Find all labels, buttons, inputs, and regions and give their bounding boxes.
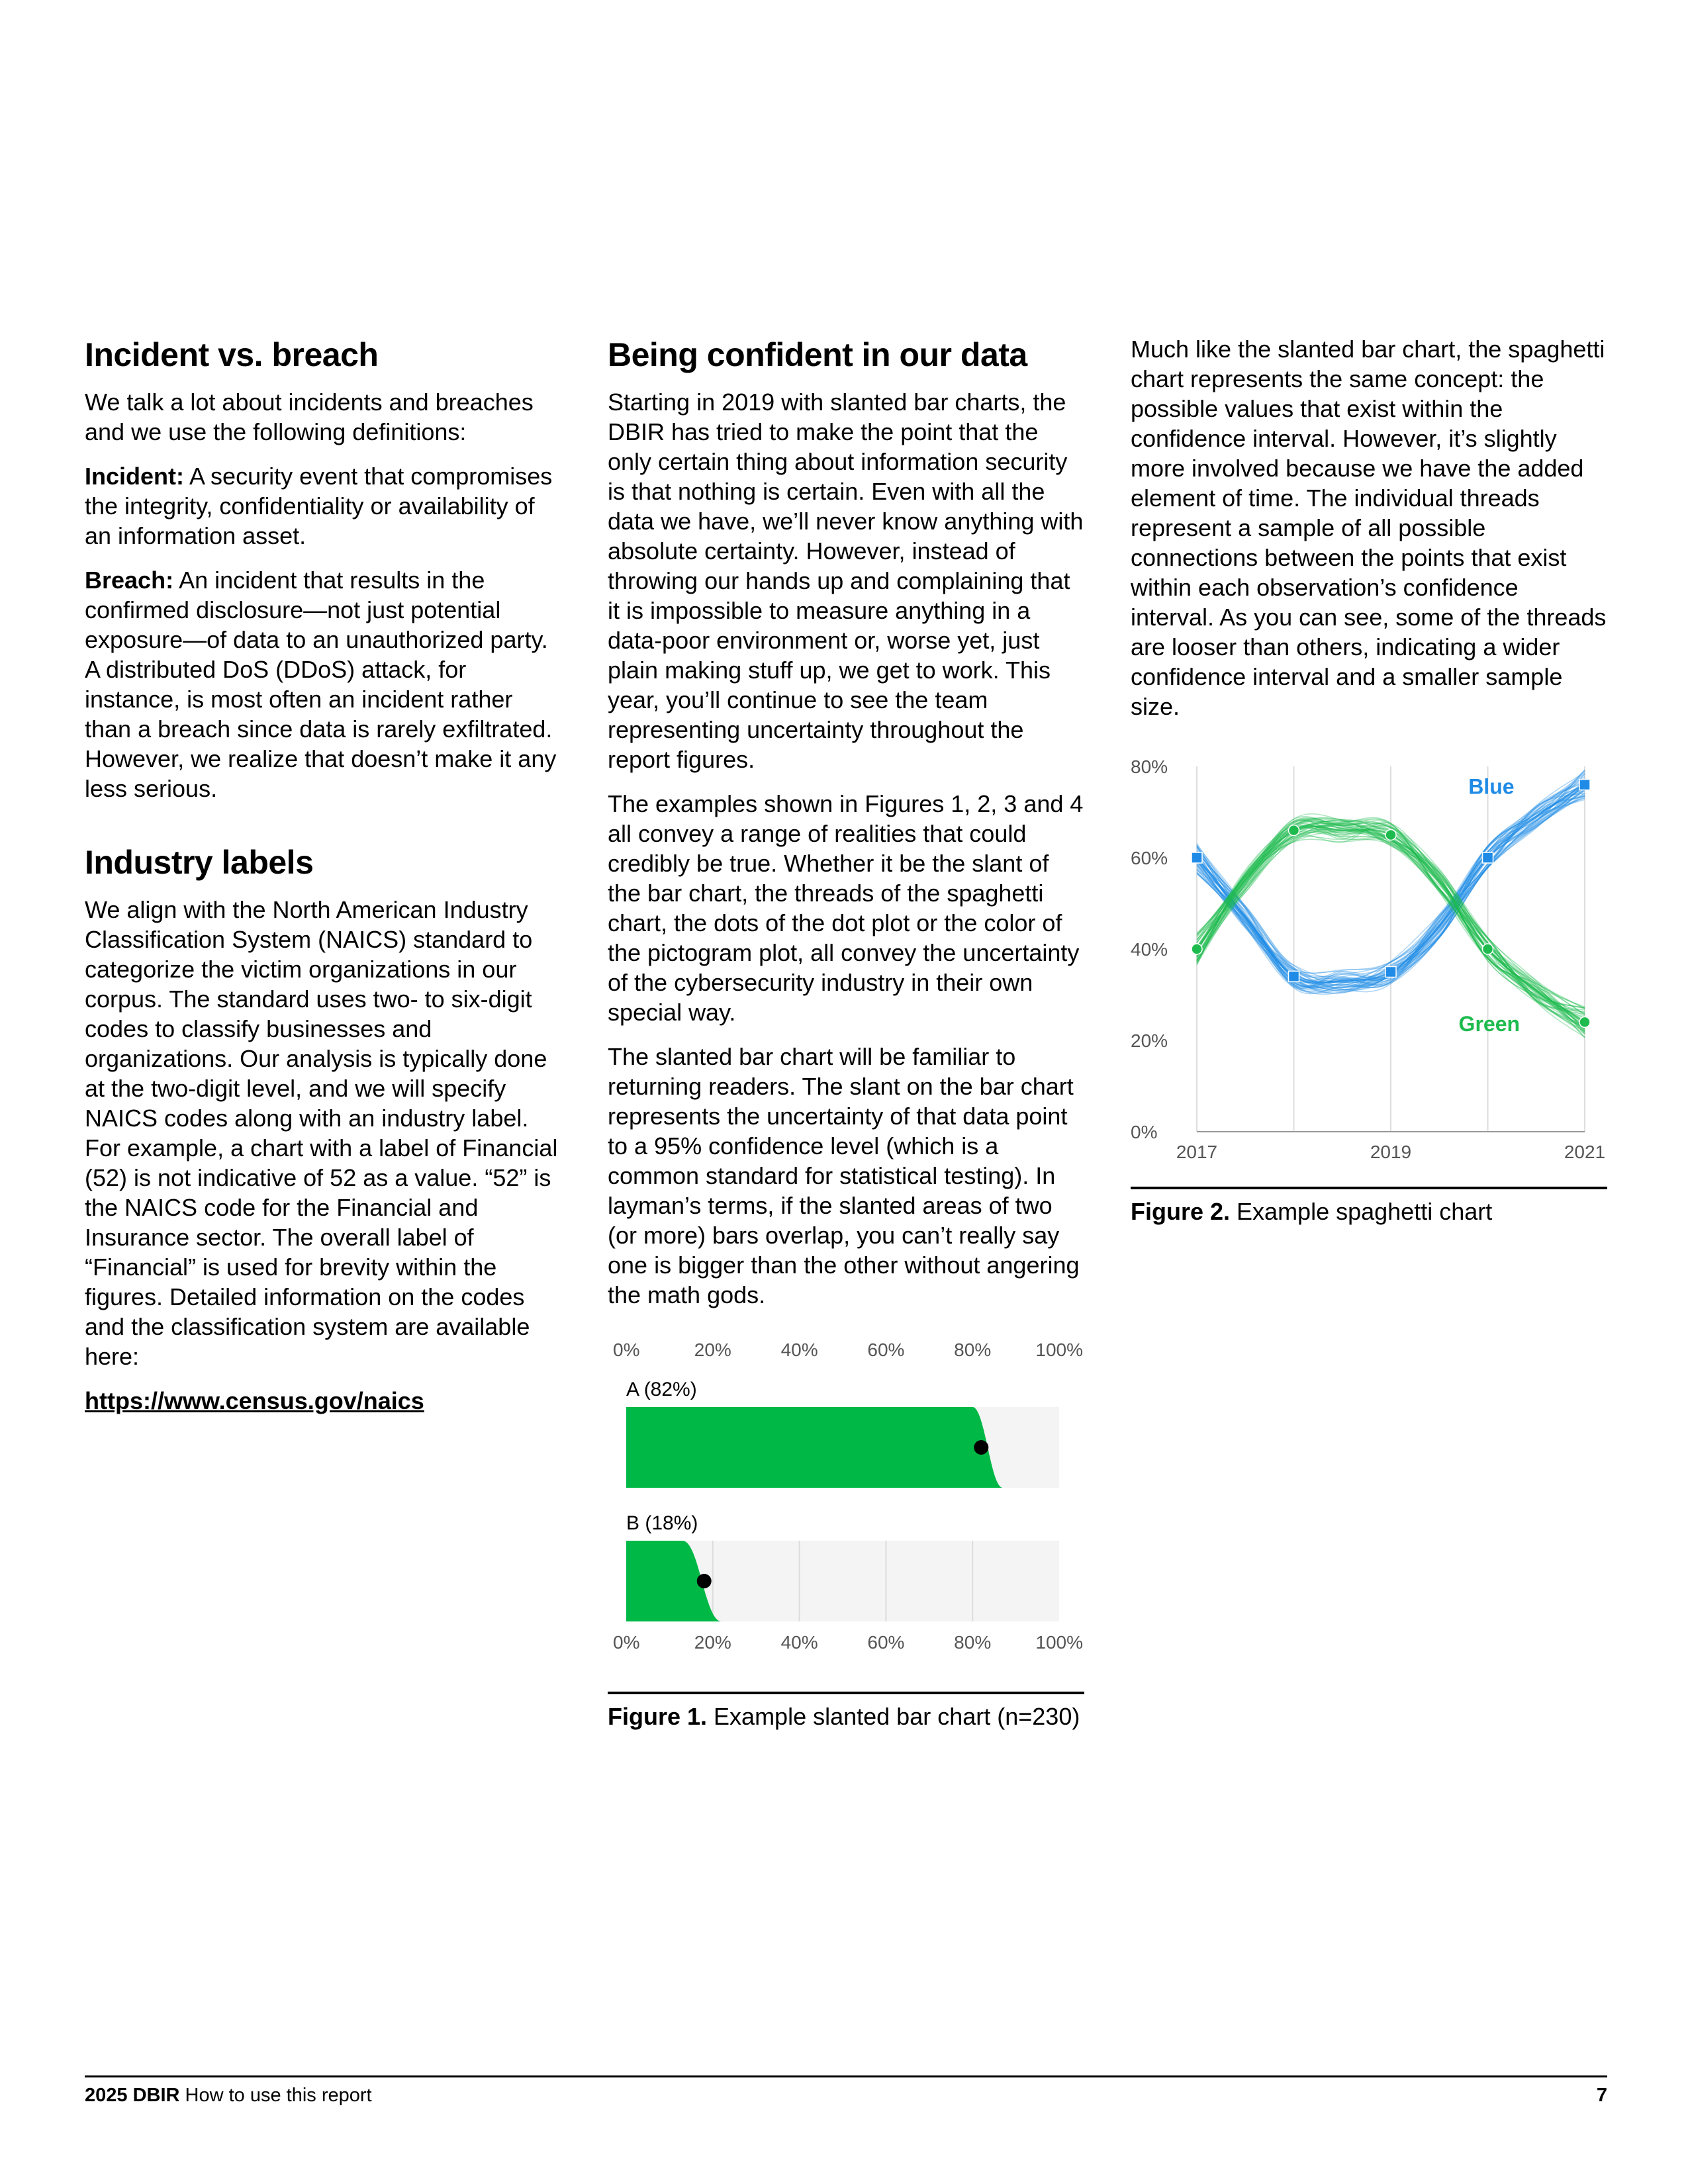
bar-category-label: A (82%) (626, 1379, 697, 1400)
data-point (1579, 780, 1590, 790)
heading-being-confident: Being confident in our data (608, 336, 1027, 373)
breach-definition (85, 565, 561, 803)
x-tick-label: 2019 (1370, 1142, 1412, 1162)
x-tick-label-bottom: 100% (1035, 1632, 1083, 1653)
y-tick-label: 60% (1131, 848, 1168, 868)
spaghetti-paragraph: Much like the slanted bar chart, the spaghetti chart represents the same concept: the possible values that exist within the confidence interval. However, it’s slightly more involved because we have the added element of time. The individual threads represent a sample of all possible connections between the points that exist within each observation’s confidence interval. As you can see, some of the threads are looser than others, indicating a wider confidence interval and a smaller sample size. (1131, 336, 1607, 720)
x-tick-label-top: 40% (780, 1340, 818, 1360)
x-tick-label-bottom: 40% (780, 1632, 818, 1653)
incident-term: Incident: (85, 463, 184, 490)
figure-2-caption (1131, 1199, 1607, 1225)
confidence-paragraph-2: The examples shown in Figures 1, 2, 3 and 4 all convey a range of realities that could credibly be true. Whether it be the slant of the bar chart, the threads of the spaghetti chart, the dots of the dot plot or the color of the pictogram plot, all convey the uncertainty of the cybersecurity industry in their own special way. (608, 790, 1084, 1026)
figure-2-rule (1131, 1187, 1607, 1189)
column-spaghetti (1131, 334, 1607, 1225)
heading-incident-vs-breach: Incident vs. breach (85, 336, 379, 373)
figure-1-label: Figure 1. (608, 1703, 708, 1730)
bar-category-label: B (18%) (626, 1512, 698, 1534)
data-point (1192, 944, 1202, 954)
x-tick-label-top: 100% (1035, 1340, 1083, 1360)
footer-section: How to use this report (179, 2085, 372, 2106)
footer-rule (85, 2075, 1607, 2077)
heading-industry-labels: Industry labels (85, 844, 314, 881)
figure-1-text: Example slanted bar chart (n=230) (707, 1703, 1080, 1730)
data-point (1289, 825, 1299, 836)
y-tick-label: 40% (1131, 939, 1168, 960)
data-point (1483, 944, 1493, 954)
figure-2-label: Figure 2. (1131, 1198, 1231, 1225)
x-tick-label-top: 0% (613, 1340, 640, 1360)
data-point (1385, 967, 1396, 978)
y-tick-label: 80% (1131, 756, 1168, 777)
x-tick-label: 2021 (1564, 1142, 1606, 1162)
figure-1 (608, 1338, 1084, 1730)
column-confidence (608, 334, 1084, 1730)
confidence-paragraph-1: Starting in 2019 with slanted bar charts, the DBIR has tried to make the point that the only certain thing about information security is that nothing is certain. Even with all the data we have, we’ll never know anything with absolute certainty. However, instead of throwing our hands up and complaining that it is impossible to measure anything in a data-poor environment or, worse yet, just plain making stuff up, we get to work. This year, you’ll continue to see the team representing uncertainty throughout the report figures. (608, 388, 1084, 773)
series-label-green: Green (1458, 1012, 1521, 1036)
column-incident-industry (85, 334, 561, 1416)
figure-2 (1131, 754, 1607, 1225)
bar-point-estimate (697, 1574, 712, 1588)
figure-1-caption (608, 1704, 1084, 1730)
data-point (1385, 830, 1396, 841)
intro-paragraph: We talk a lot about incidents and breaches and we use the following definitions: (85, 388, 534, 445)
x-tick-label-top: 80% (954, 1340, 992, 1360)
y-tick-label: 20% (1131, 1030, 1168, 1051)
series-label-blue: Blue (1468, 774, 1515, 799)
page-number: 7 (1596, 2085, 1607, 2106)
y-tick-label: 0% (1131, 1122, 1158, 1142)
breach-text: An incident that results in the confirmed disclosure—not just potential exposure—of data to an unauthorized party. A distributed DoS (DDoS) attack, for instance, is most often an incident rather than a breach since data is rarely exfiltrated. However, we realize that doesn’t make it any less serious. (85, 567, 557, 802)
x-tick-label-bottom: 80% (954, 1632, 992, 1653)
industry-paragraph: We align with the North American Industry Classification System (NAICS) standard to categorize the victim organizations in our corpus. The standard uses two- to six-digit codes to classify businesses and organizations. Our analysis is typically done at the two-digit level, and we will specify NAICS codes along with an industry label. For example, a chart with a label of Financial (52) is not indicative of 52 as a value. “52” is the NAICS code for the Financial and Insurance sector. The overall label of “Financial” is used for brevity within the figures. Detailed information on the codes and the classification system are available here: (85, 896, 558, 1370)
data-point (1192, 852, 1202, 863)
footer-title (85, 2083, 372, 2107)
x-tick-label-bottom: 0% (613, 1632, 640, 1653)
spaghetti-chart (1131, 754, 1607, 1178)
data-point (1289, 971, 1299, 981)
incident-definition (85, 461, 561, 551)
bar-point-estimate (974, 1440, 988, 1455)
breach-term: Breach: (85, 567, 174, 594)
data-point (1579, 1017, 1590, 1027)
figure-1-rule (608, 1692, 1084, 1694)
incident-text: A security event that compromises the integrity, confidentiality or availability of an information asset. (85, 463, 553, 549)
slanted-bar (626, 1407, 1003, 1488)
x-tick-label-top: 20% (694, 1340, 731, 1360)
x-tick-label-bottom: 60% (867, 1632, 905, 1653)
figure-2-text: Example spaghetti chart (1230, 1198, 1493, 1225)
confidence-paragraph-3: The slanted bar chart will be familiar to returning readers. The slant on the bar chart represents the uncertainty of that data point to a 95% confidence level (which is a common standard for statistical testing). In layman’s terms, if the slanted areas of two (or more) bars overlap, you can’t really say one is bigger than the other without angering the math gods. (608, 1043, 1080, 1308)
x-tick-label: 2017 (1176, 1142, 1218, 1162)
slanted-bar-chart (608, 1338, 1084, 1682)
naics-link[interactable]: https://www.census.gov/naics (85, 1387, 424, 1414)
footer-brand: 2025 DBIR (85, 2085, 180, 2106)
x-tick-label-top: 60% (867, 1340, 905, 1360)
x-tick-label-bottom: 20% (694, 1632, 731, 1653)
data-point (1483, 852, 1493, 863)
